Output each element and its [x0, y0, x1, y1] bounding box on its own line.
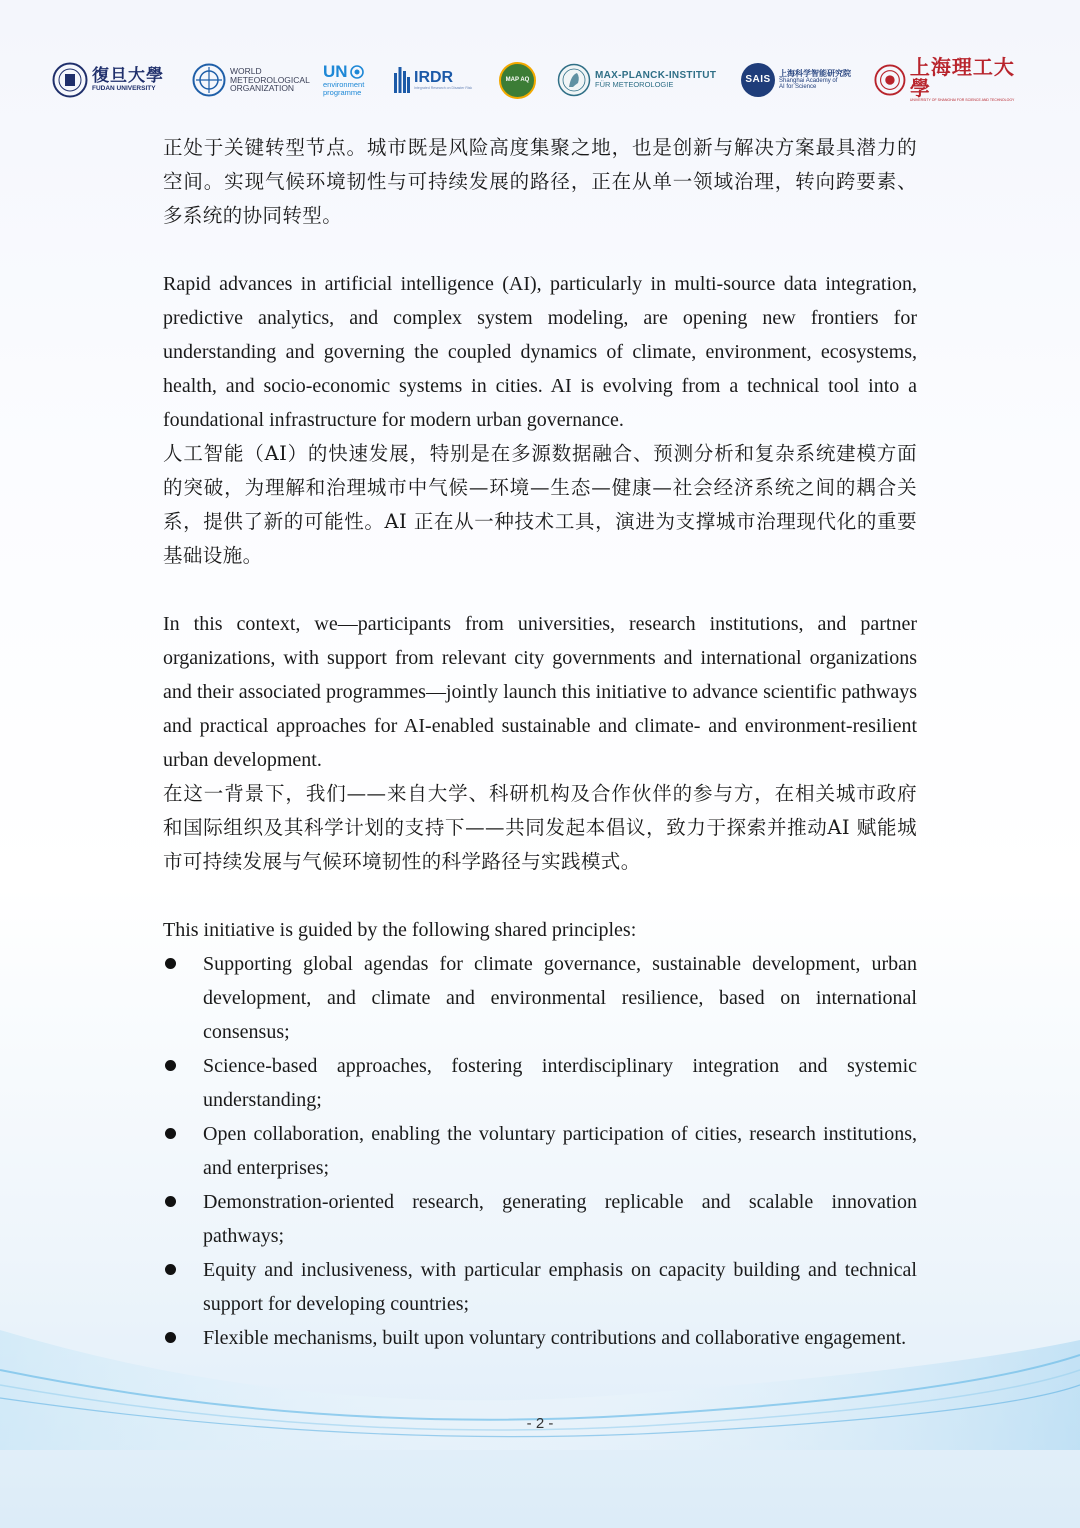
usst-seal-icon	[874, 63, 906, 97]
sais-line-3: AI for Science	[779, 84, 817, 91]
wmo-line-3: ORGANIZATION	[230, 83, 295, 94]
paragraph-ai-zh: 人工智能（AI）的快速发展，特别是在多源数据融合、预测分析和复杂系统建模方面的突破，为理解和治理城市中气候—环境—生态—健康—社会经济系统之间的耦合关系，提供了新的可能性。AI 正在从一种技术工具，演进为支撑城市治理现代化的重要基础设施。	[163, 442, 917, 567]
fudan-cn-name: 復旦大學	[92, 65, 164, 86]
map-aq-text: MAP AQ	[505, 76, 530, 83]
unep-globe-icon	[350, 65, 364, 79]
map-aq-logo	[499, 56, 536, 104]
bullet-icon	[165, 1196, 176, 1207]
usst-cn-name: 上海理工大學	[909, 55, 1015, 101]
irdr-title: IRDR	[414, 68, 454, 86]
principle-item	[163, 1117, 917, 1185]
fudan-university-logo	[52, 56, 164, 104]
principle-text: Open collaboration, enabling the voluntary participation of cities, research institutions, and enterprises;	[203, 1123, 917, 1179]
unep-un-text: UN	[323, 62, 348, 82]
principle-text: Flexible mechanisms, built upon voluntary contributions and collaborative engagement.	[203, 1327, 907, 1349]
sais-line-2: Shanghai Academy of	[779, 77, 838, 84]
unep-line-2: programme	[323, 87, 362, 97]
principle-text: Science-based approaches, fostering interdisciplinary integration and systemic understanding;	[203, 1055, 917, 1111]
paragraph-ai-en: Rapid advances in artificial intelligence (AI), particularly in multi-source data integration, predictive analytics, and complex system modeling, are opening new frontiers for understanding and governing the coupled dynamics of climate, environment, ecosystems, health, and socio-economic systems in cities. AI is evolving from a technical tool into a foundational infrastructure for modern urban governance.	[163, 273, 917, 431]
wmo-globe-icon	[192, 63, 226, 97]
irdr-logo	[394, 56, 472, 104]
paragraph-intro-zh: 正处于关键转型节点。城市既是风险高度集聚之地，也是创新与解决方案最具潜力的空间。实现气候环境韧性与可持续发展的路径，正在从单一领域治理，转向跨要素、多系统的协同转型。	[163, 136, 917, 227]
unep-line-1: environment	[323, 80, 365, 90]
logo-bar	[52, 56, 1028, 106]
wmo-line-2: METEOROLOGICAL	[230, 74, 310, 85]
sais-cn-name: 上海科学智能研究院	[779, 68, 851, 78]
sais-badge-text: SAIS	[745, 73, 771, 85]
irdr-sub: Integrated Research on Disaster Risk	[414, 85, 473, 90]
irdr-bars-icon	[394, 65, 410, 95]
usst-logo	[874, 56, 1028, 104]
principle-item	[163, 947, 917, 1049]
bullet-icon	[165, 958, 176, 969]
document-body	[163, 131, 917, 1355]
wmo-line-1: WORLD	[230, 65, 262, 76]
paragraph-context-zh: 在这一背景下，我们——来自大学、科研机构及合作伙伴的参与方，在相关城市政府和国际组织及其科学计划的支持下——共同发起本倡议，致力于探索并推动AI 赋能城市可持续发展与气候环境韧性的科学路径与实践模式。	[163, 782, 917, 873]
principle-text: Supporting global agendas for climate governance, sustainable development, urban development, and climate and environmental resilience, based on international consensus;	[203, 953, 917, 1043]
minerva-emblem-icon	[557, 63, 591, 97]
wmo-logo	[192, 56, 310, 104]
principle-text: Equity and inclusiveness, with particular emphasis on capacity building and technical support for developing countries;	[203, 1259, 917, 1315]
principle-item	[163, 1049, 917, 1117]
usst-en-name: UNIVERSITY OF SHANGHAI FOR SCIENCE AND TECHNOLOGY	[909, 98, 1015, 103]
bullet-icon	[165, 1060, 176, 1071]
unep-logo	[323, 56, 364, 104]
fudan-seal-icon	[52, 62, 88, 98]
fudan-en-name: FUDAN UNIVERSITY	[92, 84, 156, 92]
max-planck-logo	[557, 56, 716, 104]
sais-logo	[741, 56, 851, 104]
max-planck-title: MAX-PLANCK-INSTITUT	[595, 69, 717, 81]
page-number: - 2 -	[526, 1415, 554, 1432]
paragraph-context-en: In this context, we—participants from universities, research institutions, and partner organizations, with support from relevant city governments and international organizations and their associated programmes—jointly launch this initiative to advance scientific pathways and practical approaches for AI-enabled sustainable and climate- and environment-resilient urban development.	[163, 613, 917, 771]
principles-intro: This initiative is guided by the following shared principles:	[163, 919, 637, 941]
principle-text: Demonstration-oriented research, generating replicable and scalable innovation pathways;	[203, 1191, 917, 1247]
bullet-icon	[165, 1128, 176, 1139]
max-planck-sub: FÜR METEOROLOGIE	[595, 80, 674, 90]
